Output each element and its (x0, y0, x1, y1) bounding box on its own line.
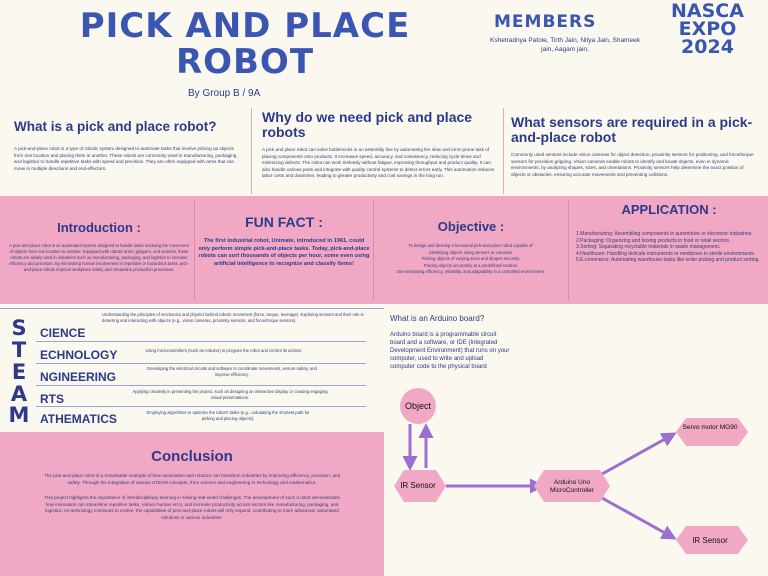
band-divider-2 (373, 200, 374, 300)
application-item: 5.E-commerce: Automating warehouse tasks like order picking and product sorting. (576, 257, 760, 263)
section-why (262, 110, 500, 180)
funfact-block (198, 214, 370, 268)
title-line-2: ROBOT (175, 42, 315, 82)
funfact-body: The first industrial robot, Unimate, introduced in 1961, could only perform simple pick-and-place tasks. Today, pick-and-place robots can sort thousands of objects per hour, some even using artificial intelligence to recognize and classify items! (198, 238, 370, 267)
steam-word-engineering: NGINEERING (40, 370, 117, 384)
steam-desc-technology: Using microcontrollers (such as Arduino) to program the robot and control its actions. (145, 348, 303, 353)
steam-desc-engineering: Developing the electrical circuits and software to coordinate movements, ensure safety, and improve efficiency. (147, 366, 317, 377)
object-label: Object (404, 401, 431, 411)
section-sensors (511, 115, 759, 178)
conclusion-block (40, 448, 344, 521)
steam-word-mathematics: ATHEMATICS (40, 412, 117, 426)
objective-item: Identifying objects using sensors or cameras. (429, 249, 513, 255)
steam-divider (36, 341, 366, 342)
steam-divider (36, 385, 366, 386)
application-item: 4.Healthcare: Handling delicate instruments or medicines in sterile environments. (576, 250, 756, 257)
steam-desc-science: Understanding the principles of mechanics and physics behind robotic movement (force, torque, leverage). Exploring sensors and their role in detecting and interacting with objects (e.g., vision cameras, proximity sensors, and force/torque sensors). (102, 312, 364, 323)
steam-divider (36, 406, 366, 407)
section-what-heading: What is a pick and place robot? (14, 119, 217, 134)
servo-node (676, 418, 748, 446)
section-what-body: A pick-and-place robot is a type of robotic system designed to automate tasks that involve picking up objects from one location and placing them in another. These robots are commonly used in manufacturing, packaging, and logistics to handle repetitive tasks with speed and precision. They are often equipped with arms that can move in multiple directions and end-effectors. (14, 146, 238, 171)
band-divider-3 (568, 200, 569, 300)
steam-desc-arts: Applying creativity in presenting the project, such as designing an interactive display or creating engaging visual presentations. (132, 389, 328, 400)
servo-label: Servo motor MG90 (682, 424, 738, 431)
members-list: Kshetradnya Patole, Tirth Jain, Nitya Jain, Shameek jain, Aagam jain, (490, 37, 640, 53)
poster-title (10, 8, 480, 80)
steam-letter-s: S (11, 316, 27, 340)
steam-divider (36, 363, 366, 364)
arduino-heading: What is an Arduino board? (390, 314, 485, 323)
steam-desc-mathematics: Employing algorithms to optimize the robot's tasks (e.g., calculating the shortest path for picking and placing objects). (146, 410, 310, 421)
divider-1 (251, 108, 252, 194)
arduino-label: Arduino Uno MicroController (549, 479, 595, 494)
steam-letter-a: A (10, 382, 28, 406)
objective-item: Picking objects of varying sizes and shapes securely. (421, 256, 521, 261)
funfact-heading: FUN FACT : (245, 214, 323, 230)
band-divider-1 (194, 200, 195, 300)
objective-heading: Objective : (437, 219, 505, 234)
section-what (14, 120, 244, 172)
application-item: 2.Packaging: Organizing and boxing products in food or retail sectors. (576, 237, 731, 244)
group-label: By Group B / 9A (188, 88, 261, 99)
expo-line-2: EXPO (678, 18, 737, 40)
objective-lead: To design and develop a functional pick-and-place robot capable of: (408, 243, 534, 248)
intro-block (8, 220, 190, 273)
application-item: 1.Manufacturing: Assembling components in automotive or electronic industries. (576, 231, 753, 237)
objective-block (378, 219, 564, 276)
block-diagram (384, 380, 768, 576)
steam-letter-e: E (11, 360, 27, 384)
application-item: 3.Sorting: Separating recyclable materials in waste management. (576, 244, 721, 250)
steam-letter-t: T (11, 338, 27, 362)
expo-line-3: 2024 (681, 36, 734, 58)
section-sensors-heading: What sensors are required in a pick-and-place robot (511, 114, 753, 145)
section-why-heading: Why do we need pick and place robots (262, 109, 473, 140)
members-heading: MEMBERS (494, 12, 597, 32)
steam-word-arts: RTS (40, 392, 64, 406)
ir-sensor-right-label: IR Sensor (692, 536, 728, 545)
section-why-body: A pick and place robot can solve bottlenecks in an assembly line by automating the slow and error-prone task of placing components onto products. It increases speed, accuracy, and consistency, reducing cycle times and minimizing defects. The robot can work tirelessly without fatigue, improving throughput and product quality. It can also handle various parts and integrate with quality control systems to detect errors early. This automation reduces labor costs and downtime, leading to greater productivity and cost savings in the long run. (262, 147, 495, 178)
title-line-1: PICK AND PLACE (79, 6, 411, 46)
intro-body: A pick-and-place robot is an automated system designed to handle tasks involving the movement of objects from one location to another. Equipped with robotic arms, grippers, and sensors, these robots are widely used in industries such as manufacturing, packaging, and logistics to increase efficiency and precision. By eliminating human involvement in repetitive or hazardous tasks, pick-and-place robots improve workplace safety and streamline production processes. (9, 243, 189, 272)
intro-heading: Introduction : (57, 220, 141, 235)
expo-line-1: NASCA (671, 0, 744, 22)
steam-word-technology: ECHNOLOGY (40, 348, 118, 362)
steam-letter-m: M (8, 403, 30, 427)
application-heading: APPLICATION : (621, 202, 717, 217)
conclusion-heading: Conclusion (151, 448, 233, 465)
arduino-block (390, 314, 510, 371)
section-sensors-body: Commonly used sensors include vision cameras for object detection, proximity sensors for positioning, and force/torque sensors for precision gripping. Vision cameras enable robots to identify and locate objects, even in dynamic environments, by analyzing shapes, sizes, and orientations. Proximity sensors help determine the exact position of objects or obstacles, ensuring accurate movements and preventing collisions. (511, 152, 754, 177)
application-block (576, 202, 762, 264)
objective-item: Placing objects accurately at a predefined location. (423, 262, 519, 268)
ir-sensor-left-label: IR Sensor (400, 481, 436, 490)
conclusion-paragraph-1: The pick-and-place robot is a remarkable example of how automation and robotics can transform industries by improving efficiency, precision, and safety. Through the integration of various STEAM concepts, from science and engineering to technology and mathematics. (43, 473, 341, 485)
steam-word-science: CIENCE (40, 326, 86, 340)
objective-item: Demonstrating efficiency, reliability, and adaptability in a controlled environment. (396, 269, 546, 274)
arduino-body: Arduino board is a programmable circuit board and a software, or IDE (Integrated Development Environment) that runs on your computer, used to write and upload computer code to the physical board (390, 332, 510, 370)
conclusion-paragraph-2: This project highlights the importance of interdisciplinary learning in solving real-world challenges. The development of such a robot demonstrates how innovation can streamline repetitive tasks, reduce human error, and increase productivity across sectors like manufacturing, packaging, and logistics. As technology continues to evolve, the capabilities of pick-and-place robots will only expand, contributing to more advanced, automated solutions in various industries. (44, 495, 340, 520)
divider-2 (503, 108, 504, 194)
expo-badge (650, 2, 765, 56)
